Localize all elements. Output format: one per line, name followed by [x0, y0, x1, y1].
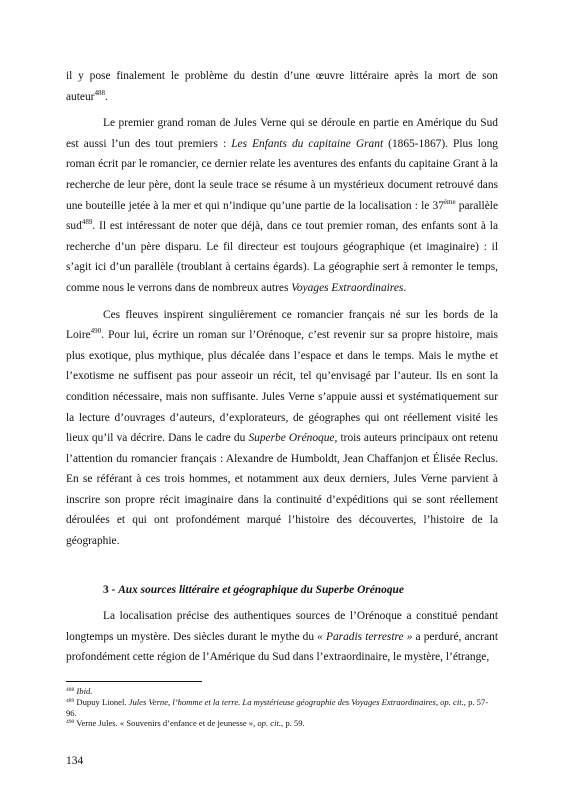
text-run: . Il est intéressant de noter que déjà, dans ce tout premier roman, des enfants sont à la recherche d’un père disparu. Le fil directeur est toujours géographique (et imaginaire) : il s’agit ici d’un parallèle (troublant à certains égards). La géographie sert à remonter le temps, comme nous le verrons dans de nombreux autres	[66, 220, 498, 294]
footnote-488	[66, 686, 498, 697]
book-title: Superbe Orénoque	[248, 432, 335, 445]
footnote-title: Jules Verne, l’homme et la terre. La mystérieuse géographie des Voyages Extraordinaires, op. cit.	[128, 696, 464, 707]
text-run: .	[403, 281, 407, 294]
section-title: Aux sources littéraire et géographique du Superbe Orénoque	[118, 583, 404, 596]
footnote-number: 490	[66, 719, 75, 726]
footnote-number: 489	[66, 697, 75, 704]
footnote-489	[66, 697, 498, 719]
body-text	[66, 66, 498, 668]
footnote-text: , p. 57-96.	[66, 696, 489, 718]
paragraph-localisation	[66, 606, 498, 668]
footnote-title: op. cit.	[257, 718, 282, 729]
text-run: parallèle sud	[66, 199, 498, 233]
footnotes	[66, 686, 498, 729]
footnote-ref-490[interactable]: 490	[90, 327, 102, 336]
text-run: La localisation précise des authentiques sources de l’Orénoque a constitué pendant longtemps un mystère. Des siècles durant le mythe du	[66, 610, 498, 643]
ordinal-superscript: ème	[443, 197, 456, 206]
footnote-490	[66, 718, 498, 729]
paragraph-fleuves	[66, 305, 498, 552]
section-heading	[66, 580, 498, 601]
paragraph-capitaine-grant	[66, 113, 498, 298]
footnote-number: 488	[66, 687, 75, 693]
footnote-ref-488[interactable]: 488	[94, 88, 105, 97]
footnote-ref-489[interactable]: 489	[81, 218, 93, 227]
text-run: Le premier grand roman de Jules Verne qui se déroule en partie en Amérique du Sud est aussi l’un des tout premiers :	[66, 117, 498, 150]
footnote-text: Ibid.	[76, 686, 93, 696]
footnote-text: , p. 59.	[281, 718, 305, 729]
footnote-text: Verne Jules. « Souvenirs d’enfance et de jeunesse »,	[74, 718, 258, 729]
text-run: il y pose finalement le problème du destin d’une œuvre littéraire après la mort de son auteur	[66, 70, 498, 103]
text-run: a perduré, ancrant profondément cette région de l’Amérique du Sud dans l’extraordinaire, le mystère, l’étrange,	[66, 630, 498, 664]
footnote-text: Dupuy Lionel.	[74, 696, 129, 707]
text-run: . Pour lui, écrire un roman sur l’Orénoque, c’est revenir sur sa propre histoire, mais plus exotique, plus mythique, plus décalée dans l’espace et dans le temps. Mais le mythe et l’exotisme ne suffisent pas pour asseoir un récit, tel qu’envisagé par l’auteur. Ils en sont la condition nécessaire, mais non suffisante. Jules Verne s’appuie aussi et systématiquement sur la lecture d’ouvrages d’auteurs, d’explorateurs, de géographes qui ont réellement visité les lieux qu’il va décrire. Dans le cadre du	[66, 329, 498, 445]
text-run: Ces fleuves inspirent singulièrement ce romancier français né sur les bords de la Loire	[66, 308, 498, 342]
text-run: .	[104, 90, 108, 103]
footnote-separator	[66, 681, 202, 682]
book-title: Voyages Extraordinaires	[291, 281, 404, 294]
book-title: Les Enfants du capitaine Grant	[231, 137, 384, 150]
paragraph-continuation	[66, 66, 498, 107]
section-number: 3 -	[103, 583, 119, 596]
page-number: 134	[66, 755, 84, 767]
text-run: (1865-1867). Plus long roman écrit par le romancier, ce dernier relate les aventures des enfants du capitaine Grant à la recherche de leur père, dont la seule trace se résume à un mystérieux document retrouvé dans une bouteille jetée à la mer et qui n’indique qu’une partie de la localisation : le 37	[66, 137, 498, 212]
quoted-phrase: « Paradis terrestre »	[317, 630, 413, 643]
text-run: , trois auteurs principaux ont retenu l’attention du romancier français : Alexandre de Humboldt, Jean Chaffanjon et Élisée Reclus. En se référant à ces trois hommes, et notamment aux deux derniers, Jules Verne parvient à inscrire son propre récit imaginaire dans la continuité d’expéditions qui se sont réellement déroulées et qui ont profondément marqué l’histoire des découvertes, l’histoire de la géographie.	[66, 432, 498, 548]
